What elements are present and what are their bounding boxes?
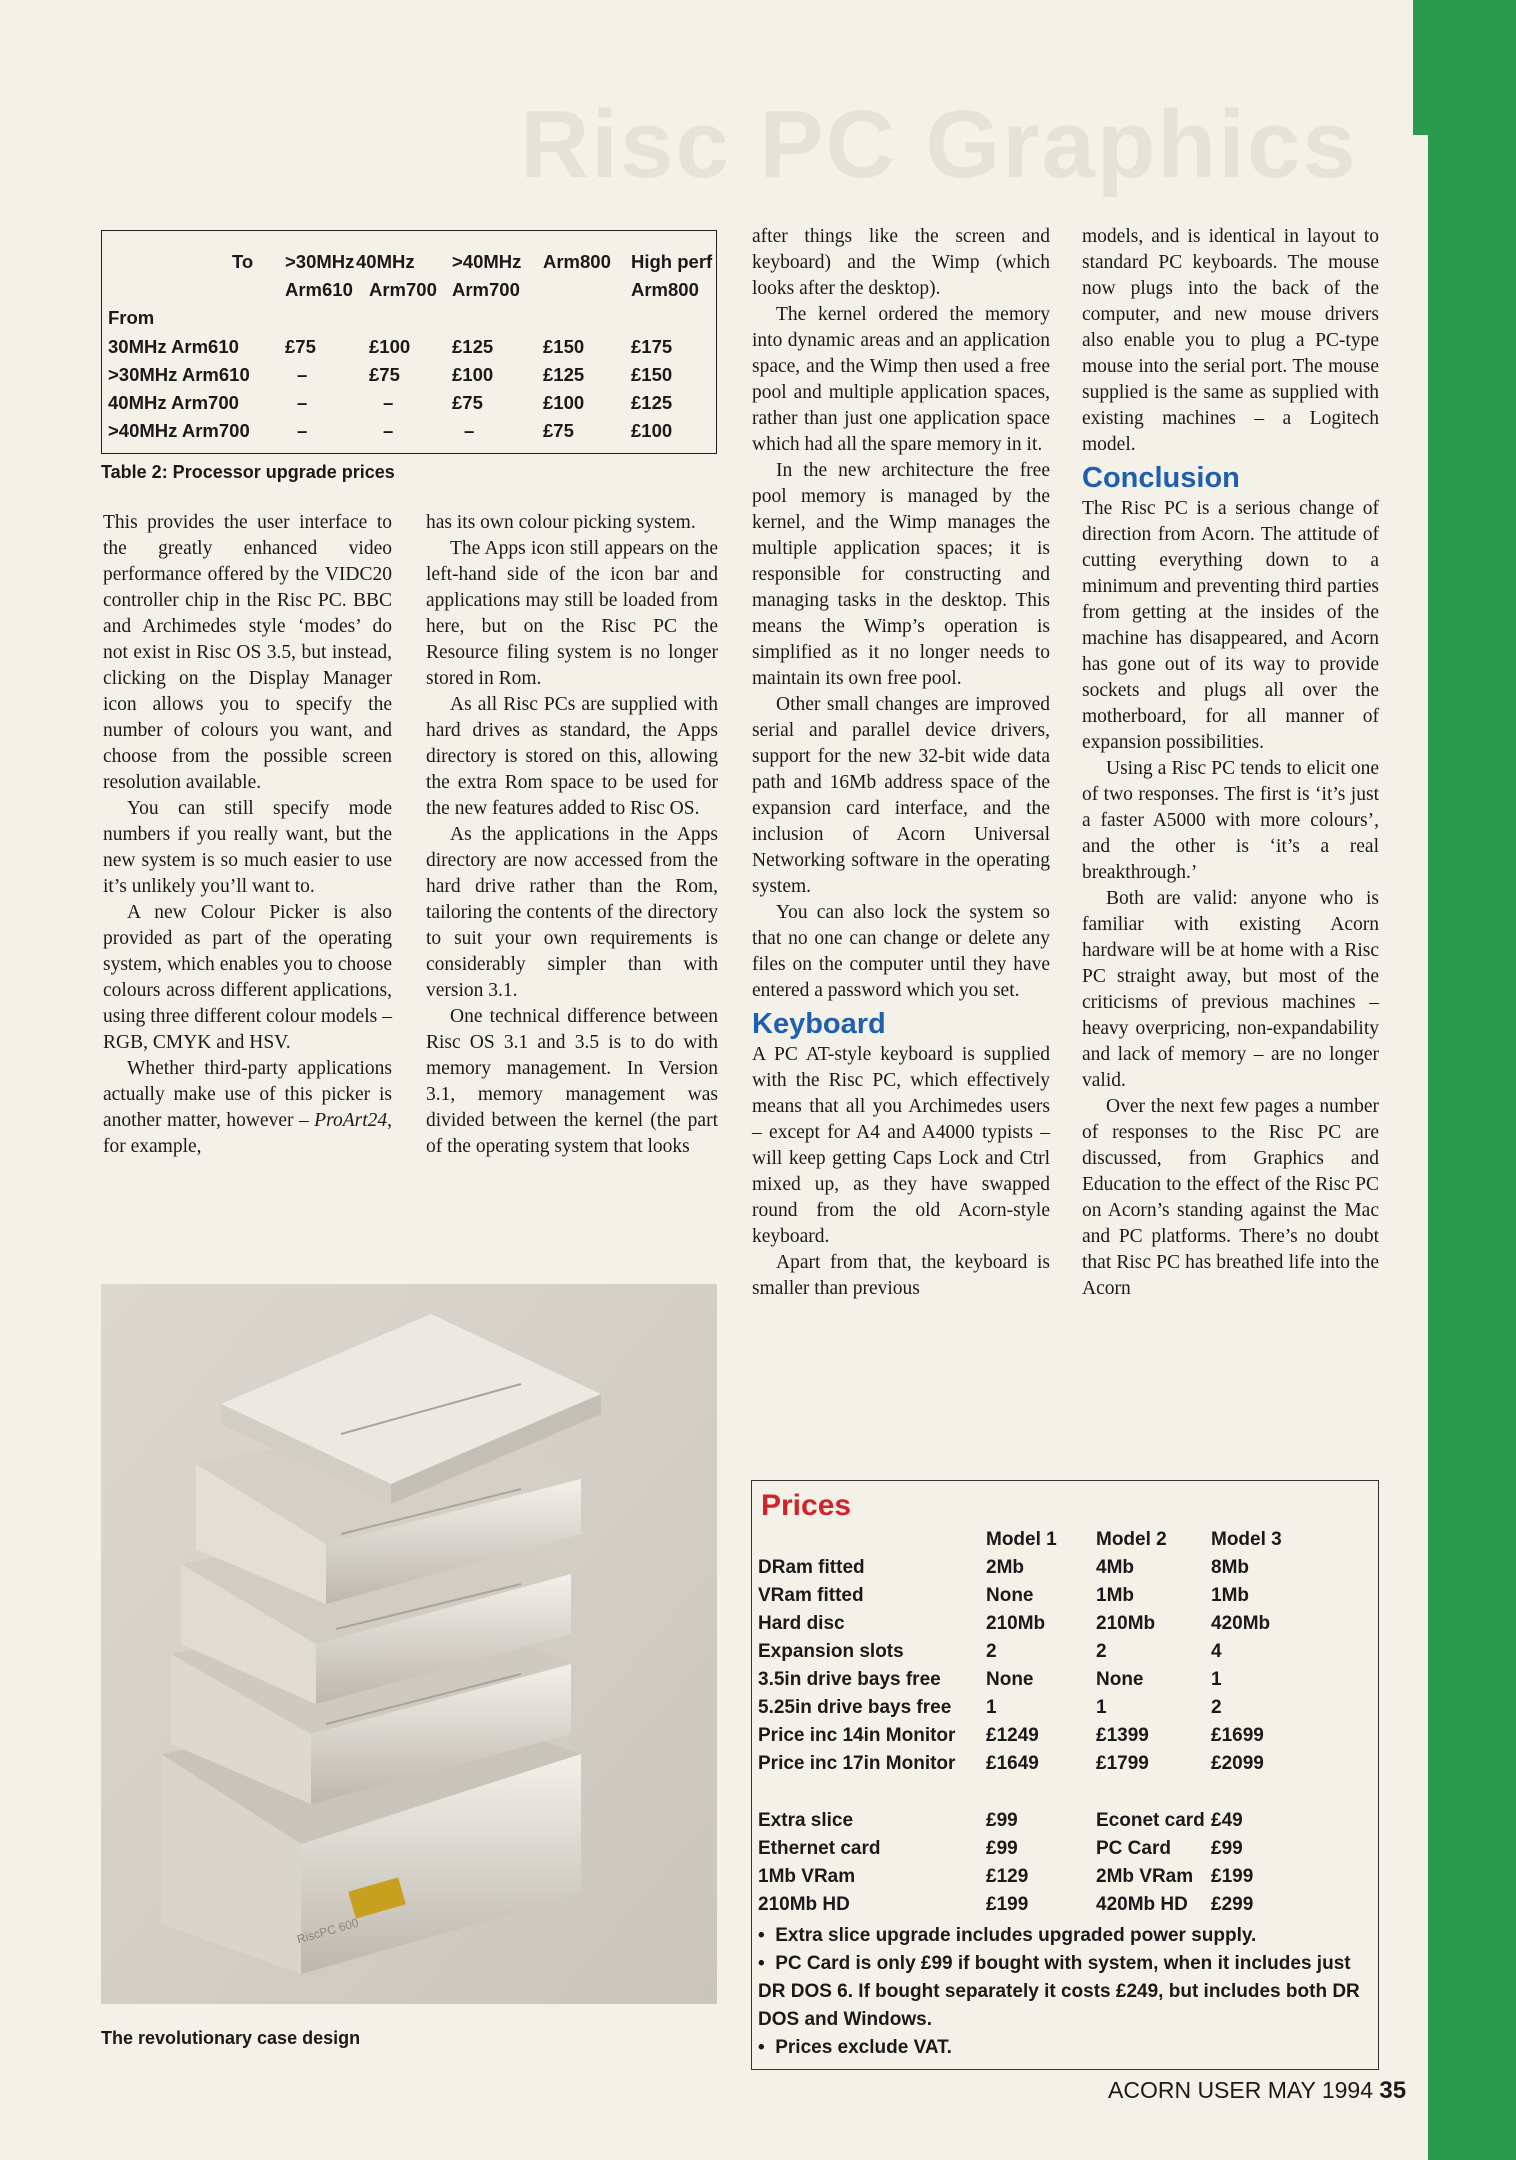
paragraph: Both are valid: anyone who is familiar with existing Acorn hardware will be at home with a Risc PC straight away, but most of the criticisms of previous machines – heavy overpricing, non-expandability and lack of memory – are no longer valid. — [1082, 888, 1379, 1091]
upgrade-col-subheader: Arm700 — [452, 279, 520, 300]
prices-notes — [758, 1922, 1370, 2062]
upgrade-cell: £100 — [452, 364, 494, 385]
spec-value: 420Mb — [1211, 1613, 1271, 1634]
spec-value: 4Mb — [1096, 1557, 1134, 1578]
paragraph: You can also lock the system so that no one can change or delete any files on the computer until they have entered a password which you set. — [752, 902, 1050, 1001]
paragraph: Other small changes are improved serial and parallel device drivers, support for the new 32-bit wide data path and 16Mb address space of the expansion card interface, and the inclusion of Acorn Universal Networking software in the operating system. — [752, 694, 1050, 897]
upgrade-col-subheader: Arm700 — [369, 279, 437, 300]
extra-label: 1Mb VRam — [758, 1866, 856, 1887]
spec-value: 2 — [1096, 1641, 1107, 1662]
product-name: ProArt24 — [314, 1110, 388, 1131]
upgrade-cell: – — [297, 364, 308, 385]
upgrade-row-label: >30MHz Arm610 — [108, 364, 250, 385]
photo-caption: The revolutionary case design — [101, 2028, 361, 2048]
spec-label: VRam fitted — [758, 1585, 864, 1606]
extra-label: 2Mb VRam — [1096, 1866, 1194, 1887]
upgrade-cell: £100 — [369, 336, 411, 357]
upgrade-cell: £125 — [543, 364, 585, 385]
spec-value: 4 — [1211, 1641, 1222, 1662]
extra-price: £299 — [1211, 1894, 1254, 1915]
extra-price: £199 — [986, 1894, 1029, 1915]
paragraph: As the applications in the Apps directory are now accessed from the hard drive rather than the Rom, tailoring the contents of the directory to suit your own requirements is considerably simpler than with version 3.1. — [426, 824, 718, 1001]
spec-value: 8Mb — [1211, 1557, 1249, 1578]
extra-label: Extra slice — [758, 1810, 854, 1831]
paragraph: A PC AT-style keyboard is supplied with the Risc PC, which effectively means that all you Archimedes users – except for A4 and A4000 typists – will keep getting Caps Lock and Ctrl mixed up, as they have swapped round from the old Acorn-style keyboard. — [752, 1044, 1050, 1247]
paragraph: models, and is identical in layout to standard PC keyboards. The mouse now plugs into the back of the computer, and new mouse drivers also enable you to plug a PC-type mouse into the serial port. The mouse supplied is the same as supplied with existing machines – a Logitech model. — [1082, 226, 1379, 455]
paragraph: The Apps icon still appears on the left-hand side of the icon bar and applications may still be loaded from here, but on the Risc PC the Resource filing system is no longer stored in Rom. — [426, 538, 718, 689]
spec-value: 2 — [1211, 1697, 1222, 1718]
upgrade-col-header: >40MHz — [452, 251, 522, 272]
spec-value: 1 — [986, 1697, 997, 1718]
extra-label: Econet card — [1096, 1810, 1205, 1831]
paragraph: In the new architecture the free pool memory is managed by the kernel, and the Wimp manages the multiple application spaces; it is responsible for constructing and managing tasks in the desktop. This means the Wimp’s operation is simplified as it no longer needs to maintain its own free pool. — [752, 460, 1050, 689]
model-header: Model 3 — [1211, 1529, 1282, 1550]
text-column-1 — [103, 510, 392, 1160]
case-photo — [101, 1284, 717, 2004]
conclusion-heading: Conclusion — [1082, 462, 1240, 494]
upgrade-cell: £175 — [631, 336, 673, 357]
upgrade-col-header: Arm800 — [543, 251, 611, 272]
upgrade-cell: £125 — [452, 336, 494, 357]
edge-color-notch — [1413, 0, 1428, 135]
extra-price: £99 — [1211, 1838, 1243, 1859]
prices-box — [751, 1480, 1379, 2070]
extra-label: Ethernet card — [758, 1838, 881, 1859]
edge-color-bar — [1428, 0, 1516, 2160]
spec-value: 210Mb — [1096, 1613, 1156, 1634]
model-header: Model 2 — [1096, 1529, 1167, 1550]
note-item: • PC Card is only £99 if bought with system, when it includes just DR DOS 6. If bought separately it costs £249, but includes both DR DOS and Windows. — [758, 1953, 1360, 2030]
spec-label: 3.5in drive bays free — [758, 1669, 941, 1690]
spec-value: 2Mb — [986, 1557, 1024, 1578]
paragraph-text: Whether third-party applications actually make use of this picker is another matter, however – — [103, 1058, 392, 1131]
spec-value: £1649 — [986, 1753, 1039, 1774]
upgrade-cell: £75 — [543, 420, 574, 441]
spec-label: DRam fitted — [758, 1557, 865, 1578]
upgrade-col-header: High perf — [631, 251, 713, 272]
paragraph — [103, 1056, 392, 1160]
upgrade-cell: £75 — [285, 336, 316, 357]
upgrade-cell: – — [464, 420, 475, 441]
upgrade-table — [101, 230, 717, 454]
spec-value: None — [1096, 1669, 1144, 1690]
upgrade-cell: £150 — [631, 364, 673, 385]
note-item: • Extra slice upgrade includes upgraded power supply. — [758, 1925, 1257, 1946]
upgrade-cell: £75 — [369, 364, 400, 385]
spec-value: None — [986, 1669, 1034, 1690]
paragraph: The kernel ordered the memory into dynamic areas and an application space, and the Wimp then used a free pool and multiple application spaces, rather than just one application space which had all the spare memory in it. — [752, 304, 1050, 455]
case-stack-illustration — [101, 1284, 717, 2004]
spec-value: £1399 — [1096, 1725, 1149, 1746]
text-column-2 — [426, 510, 718, 1160]
upgrade-col-subheader: Arm800 — [631, 279, 699, 300]
upgrade-col-header: 40MHz — [356, 251, 415, 272]
spec-label: Hard disc — [758, 1613, 845, 1634]
spec-label: Price inc 14in Monitor — [758, 1725, 956, 1746]
paragraph: has its own colour picking system. — [426, 512, 696, 533]
upgrade-table-caption: Table 2: Processor upgrade prices — [101, 462, 395, 482]
spec-value: £1699 — [1211, 1725, 1264, 1746]
paragraph-text: , for example, — [103, 1110, 392, 1157]
text-column-3 — [752, 224, 1050, 1302]
upgrade-cell: – — [383, 420, 394, 441]
extra-price: £99 — [986, 1810, 1018, 1831]
extra-label: 210Mb HD — [758, 1894, 850, 1915]
upgrade-cell: – — [383, 392, 394, 413]
spec-value: 1Mb — [1096, 1585, 1134, 1606]
text-column-4 — [1082, 224, 1379, 1302]
ghost-heading: Risc PC Graphics — [520, 91, 1358, 198]
upgrade-to-label: To — [232, 251, 254, 272]
upgrade-col-subheader: Arm610 — [285, 279, 353, 300]
spec-value: £2099 — [1211, 1753, 1264, 1774]
note-item: • Prices exclude VAT. — [758, 2037, 952, 2058]
upgrade-col-header: >30MHz — [285, 251, 355, 272]
upgrade-cell: – — [297, 420, 308, 441]
model-header: Model 1 — [986, 1529, 1057, 1550]
paragraph: Apart from that, the keyboard is smaller than previous — [752, 1252, 1050, 1299]
note-text: PC Card is only £99 if bought with system, when it includes just DR DOS 6. If bought separately it costs £249, but includes both DR DOS and Windows. — [758, 1953, 1360, 2030]
spec-value: 1 — [1096, 1697, 1107, 1718]
paragraph: The Risc PC is a serious change of direction from Acorn. The attitude of cutting everything down to a minimum and preventing third parties from getting at the insides of the machine has disappeared, and Acorn has gone out of its way to provide sockets and plugs all over the motherboard, for all manner of expansion possibilities. — [1082, 498, 1379, 753]
spec-label: Expansion slots — [758, 1641, 904, 1662]
upgrade-cell: £75 — [452, 392, 483, 413]
keyboard-heading: Keyboard — [752, 1008, 886, 1040]
spec-label: Price inc 17in Monitor — [758, 1753, 956, 1774]
prices-title: Prices — [761, 1489, 852, 1522]
upgrade-cell: £125 — [631, 392, 673, 413]
spec-value: 1Mb — [1211, 1585, 1249, 1606]
spec-value: None — [986, 1585, 1034, 1606]
case-badge-text: RiscPC 600 — [295, 1915, 361, 1947]
paragraph: Using a Risc PC tends to elicit one of two responses. The first is ‘it’s just a faster A5000 with more colours’, and the other is ‘it’s a real breakthrough.’ — [1082, 758, 1379, 883]
extra-price: £49 — [1211, 1810, 1243, 1831]
paragraph: Over the next few pages a number of responses to the Risc PC are discussed, from Graphics and Education to the effect of the Risc PC on Acorn’s standing against the Mac and PC platforms. There’s no doubt that Risc PC has breathed life into the Acorn — [1082, 1096, 1379, 1299]
upgrade-from-label: From — [108, 307, 155, 328]
spec-label: 5.25in drive bays free — [758, 1697, 952, 1718]
extra-price: £199 — [1211, 1866, 1254, 1887]
paragraph: One technical difference between Risc OS 3.1 and 3.5 is to do with memory management. In Version 3.1, memory management was divided between the kernel (the part of the operating system that looks — [426, 1006, 718, 1157]
paragraph: This provides the user interface to the greatly enhanced video performance offered by the VIDC20 controller chip in the Risc PC. BBC and Archimedes style ‘modes’ do not exist in Risc OS 3.5, but instead, clicking on the Display Manager icon allows you to specify the number of colours you want, and choose from the possible screen resolution available. — [103, 512, 392, 793]
extra-label: PC Card — [1096, 1838, 1171, 1859]
spec-value: 210Mb — [986, 1613, 1046, 1634]
paragraph: As all Risc PCs are supplied with hard drives as standard, the Apps directory is stored on this, allowing the extra Rom space to be used for the new features added to Risc OS. — [426, 694, 718, 819]
extra-price: £129 — [986, 1866, 1029, 1887]
paragraph: after things like the screen and keyboard) and the Wimp (which looks after the desktop). — [752, 226, 1050, 299]
extra-label: 420Mb HD — [1096, 1894, 1188, 1915]
spec-value: £1249 — [986, 1725, 1039, 1746]
spec-value: £1799 — [1096, 1753, 1149, 1774]
page-footer — [1108, 2077, 1406, 2105]
upgrade-cell: £100 — [543, 392, 585, 413]
upgrade-cell: £150 — [543, 336, 585, 357]
paragraph: A new Colour Picker is also provided as part of the operating system, which enables you to choose colours across different applications, using three different colour models – RGB, CMYK and HSV. — [103, 902, 392, 1053]
magazine-issue: ACORN USER MAY 1994 — [1108, 2077, 1374, 2103]
paragraph: You can still specify mode numbers if you really want, but the new system is so much easier to use it’s unlikely you’ll want to. — [103, 798, 392, 897]
note-text: Prices exclude VAT. — [775, 2037, 952, 2058]
spec-value: 2 — [986, 1641, 997, 1662]
upgrade-cell: – — [297, 392, 308, 413]
upgrade-row-label: 30MHz Arm610 — [108, 336, 239, 357]
upgrade-row-label: 40MHz Arm700 — [108, 392, 239, 413]
page-number: 35 — [1379, 2077, 1407, 2104]
upgrade-cell: £100 — [631, 420, 673, 441]
extra-price: £99 — [986, 1838, 1018, 1859]
note-text: Extra slice upgrade includes upgraded power supply. — [775, 1925, 1257, 1946]
spec-value: 1 — [1211, 1669, 1222, 1690]
upgrade-row-label: >40MHz Arm700 — [108, 420, 250, 441]
